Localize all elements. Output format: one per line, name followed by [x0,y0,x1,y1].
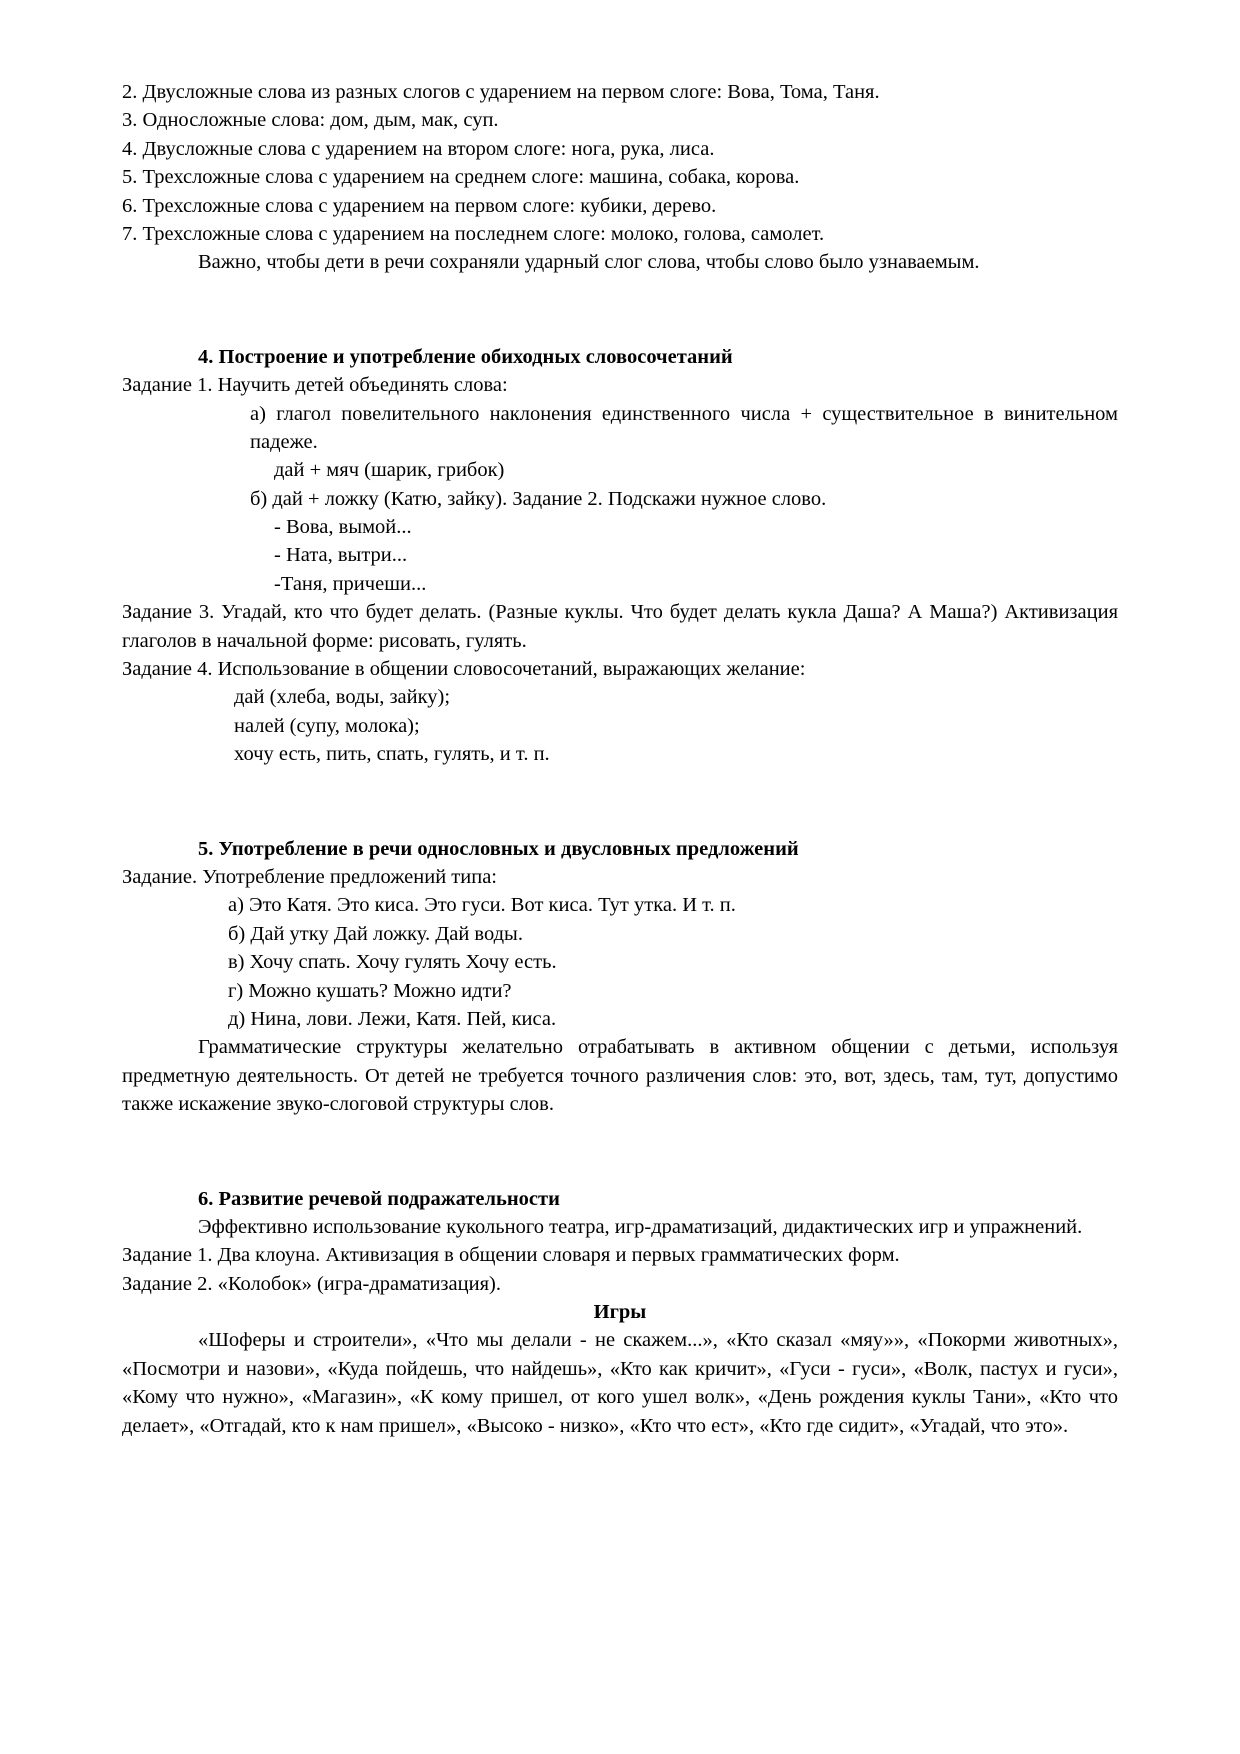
section-5-item-a: а) Это Катя. Это киса. Это гуси. Вот киса. Тут утка. И т. п. [228,894,736,917]
section-5-item-d: д) Нина, лови. Лежи, Катя. Пей, киса. [228,1007,557,1030]
section-4-item-b: б) дай + ложку (Катю, зайку). Задание 2. Подскажи нужное слово. [250,487,827,510]
section-4-task-4-item-2: налей (супу, молока); [234,714,420,737]
numbered-item-3: 3. Односложные слова: дом, дым, мак, суп. [122,109,499,132]
top-paragraph: Важно, чтобы дети в речи сохраняли ударный слог слова, чтобы слово было узнаваемым. [198,251,980,274]
section-4-task-4-item-3: хочу есть, пить, спать, гулять, и т. п. [234,743,550,766]
spacer [122,769,1118,835]
spacer [122,1119,1118,1185]
numbered-item-5: 5. Трехсложные слова с ударением на среднем слоге: машина, собака, корова. [122,166,800,189]
section-4-task-1: Задание 1. Научить детей объединять слова: [122,374,508,397]
numbered-item-2: 2. Двусложные слова из разных слогов с ударением на первом слоге: Вова, Тома, Таня. [122,81,880,103]
section-5-item-v: в) Хочу спать. Хочу гулять Хочу есть. [228,951,557,974]
document-body [122,78,1118,1440]
spacer [122,277,1118,343]
section-4-task-3: Задание 3. Угадай, кто что будет делать. (Разные куклы. Что будет делать кукла Даша? А Маша?) Активизация глаголов в начальной форме: рисовать, гулять. [122,601,1118,652]
section-4-prompt-3: -Таня, причеши... [274,572,427,595]
section-4-item-a-example: дай + мяч (шарик, грибок) [274,459,505,482]
section-6-intro: Эффективно использование кукольного театра, игр-драматизаций, дидактических игр и упражнений. [198,1215,1083,1238]
numbered-item-7: 7. Трехсложные слова с ударением на последнем слоге: молоко, голова, самолет. [122,222,825,245]
section-4-prompt-1: - Вова, вымой... [274,516,412,539]
section-4-heading: 4. Построение и употребление обиходных словосочетаний [198,345,733,368]
section-6-heading: 6. Развитие речевой подражательности [198,1187,560,1210]
section-4-task-4: Задание 4. Использование в общении словосочетаний, выражающих желание: [122,658,806,681]
section-5-heading: 5. Употребление в речи однословных и двусловных предложений [198,837,799,860]
section-4-item-a: а) глагол повелительного наклонения единственного числа + существительное в винительном падеже. [250,402,1118,453]
section-6-task-1: Задание 1. Два клоуна. Активизация в общении словаря и первых грамматических форм. [122,1244,900,1267]
games-paragraph: «Шоферы и строители», «Что мы делали - не скажем...», «Кто сказал «мяу»», «Покорми животных», «Посмотри и назови», «Куда пойдешь, что найдешь», «Кто как кричит», «Гуси - гуси», «Волк, пастух и гуси», «Кому что нужно», «Магазин», «К кому пришел, от кого ушел волк», «День рождения куклы Тани», «Кто что делает», «Отгадай, кто к нам пришел», «Высоко - низко», «Кто что ест», «Кто где сидит», «Угадай, что это». [122,1329,1118,1437]
section-5-task: Задание. Употребление предложений типа: [122,865,497,888]
section-6-task-2: Задание 2. «Колобок» (игра-драматизация). [122,1272,501,1295]
games-heading: Игры [593,1301,647,1324]
numbered-item-4: 4. Двусложные слова с ударением на втором слоге: нога, рука, лиса. [122,137,715,160]
section-5-item-b: б) Дай утку Дай ложку. Дай воды. [228,922,523,945]
section-5-item-g: г) Можно кушать? Можно идти? [228,979,512,1002]
section-4-prompt-2: - Ната, вытри... [274,544,408,567]
section-4-task-4-item-1: дай (хлеба, воды, зайку); [234,686,451,709]
numbered-item-6: 6. Трехсложные слова с ударением на первом слоге: кубики, дерево. [122,194,717,217]
section-5-closing-paragraph: Грамматические структуры желательно отрабатывать в активном общении с детьми, используя предметную деятельность. От детей не требуется точного различения слов: это, вот, здесь, там, тут, допустимо также искажение звуко-слоговой структуры слов. [122,1036,1118,1116]
